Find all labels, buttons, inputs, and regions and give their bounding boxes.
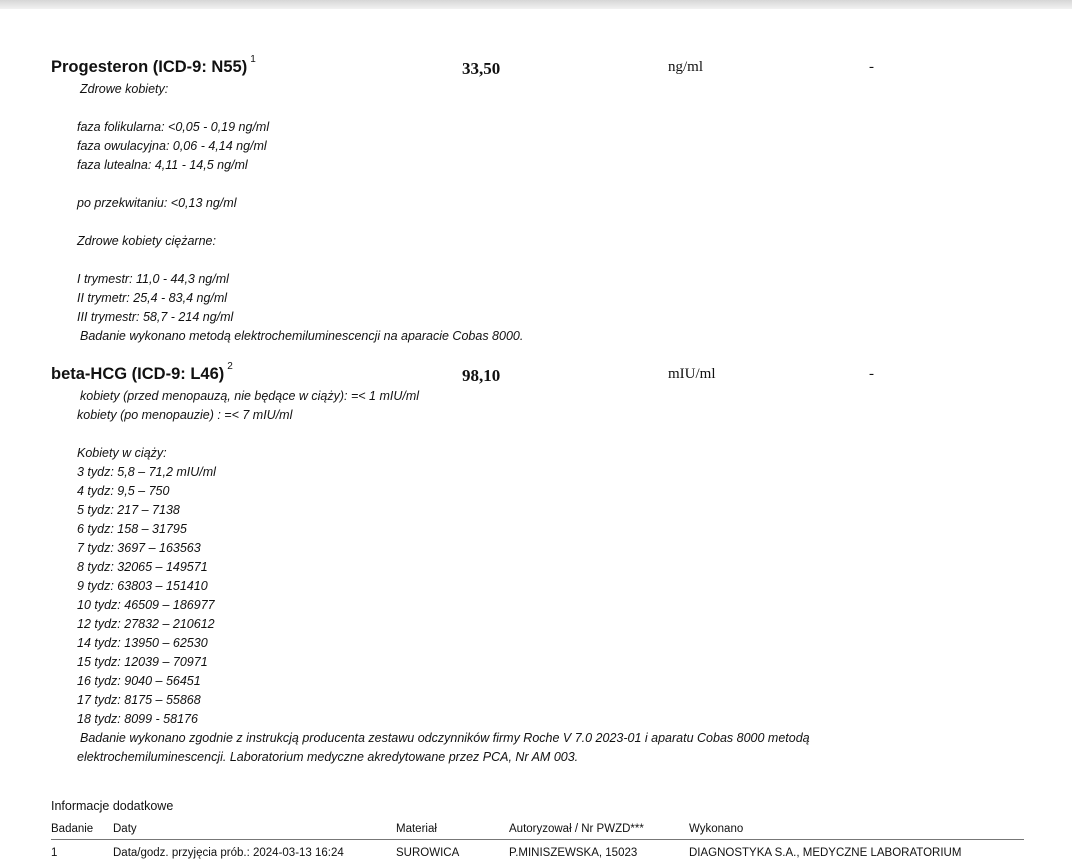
reference-line: 12 tydz: 27832 – 210612 — [77, 617, 215, 631]
reference-line — [77, 99, 1051, 118]
test-value: 98,10 — [462, 366, 501, 385]
table-cell: DIAGNOSTYKA S.A., MEDYCZNE LABORATORIUM — [689, 847, 962, 859]
reference-line: 9 tydz: 63803 – 151410 — [77, 579, 208, 593]
reference-line — [77, 213, 1051, 232]
column-header: Wykonano — [689, 823, 744, 835]
reference-line: 17 tydz: 8175 – 55868 — [77, 693, 201, 707]
reference-line: 15 tydz: 12039 – 70971 — [77, 655, 208, 669]
test-flag: - — [869, 59, 874, 75]
test-result-beta-hcg — [51, 361, 1051, 767]
viewer-top-edge — [0, 0, 1072, 9]
reference-line: Badanie wykonano zgodnie z instrukcją producenta zestawu odczynników firmy Roche V 7.0 2023-01 i aparatu Cobas 8000 metodą — [80, 731, 810, 745]
table-cell: Data/godz. przyjęcia prób.: 2024-03-13 16:24 — [113, 847, 344, 859]
table-cell: 1 — [51, 847, 58, 859]
reference-ranges — [77, 387, 1051, 767]
table-cell: SUROWICA — [396, 847, 460, 859]
test-name: beta-HCG (ICD-9: L46) $^2$ — [51, 361, 233, 383]
column-header: Daty — [113, 823, 137, 835]
reference-line: 14 tydz: 13950 – 62530 — [77, 636, 208, 650]
test-value: 33,50 — [462, 59, 501, 78]
reference-line: 16 tydz: 9040 – 56451 — [77, 674, 201, 688]
reference-line: 4 tydz: 9,5 – 750 — [77, 484, 170, 498]
reference-line: II trymetr: 25,4 - 83,4 ng/ml — [77, 291, 228, 305]
reference-line: III trymestr: 58,7 - 214 ng/ml — [77, 310, 234, 324]
reference-line — [77, 175, 1051, 194]
footnote-marker: 1 — [250, 54, 256, 65]
column-header: Materiał — [396, 823, 437, 835]
reference-line — [77, 251, 1051, 270]
reference-line: Zdrowe kobiety: — [80, 82, 169, 96]
reference-line: faza folikularna: <0,05 - 0,19 ng/ml — [77, 120, 270, 134]
reference-line: faza lutealna: 4,11 - 14,5 ng/ml — [77, 158, 248, 172]
reference-line: elektrochemiluminescencji. Laboratorium medyczne akredytowane przez PCA, Nr AM 003. — [77, 750, 579, 764]
reference-line: 18 tydz: 8099 - 58176 — [77, 712, 198, 726]
reference-line: Badanie wykonano metodą elektrochemiluminescencji na aparacie Cobas 8000. — [80, 329, 524, 343]
reference-line: kobiety (po menopauzie) : =< 7 mIU/ml — [77, 408, 293, 422]
reference-line: 6 tydz: 158 – 31795 — [77, 522, 187, 536]
test-unit: ng/ml — [668, 59, 704, 75]
reference-line — [77, 425, 1051, 444]
reference-line: 3 tydz: 5,8 – 71,2 mIU/ml — [77, 465, 216, 479]
table-header — [51, 821, 1024, 840]
test-name: Progesteron (ICD-9: N55) $^1$ — [51, 54, 256, 76]
table-row — [51, 845, 1024, 863]
reference-line: Kobiety w ciąży: — [77, 446, 167, 460]
test-flag: - — [869, 366, 874, 382]
reference-ranges — [77, 80, 1051, 346]
reference-line: Zdrowe kobiety ciężarne: — [77, 234, 216, 248]
test-result-progesteron — [51, 54, 1051, 346]
reference-line: 10 tydz: 46509 – 186977 — [77, 598, 215, 612]
reference-line: 5 tydz: 217 – 7138 — [77, 503, 180, 517]
column-header: Autoryzował / Nr PWZD*** — [509, 823, 644, 835]
reference-line: 8 tydz: 32065 – 149571 — [77, 560, 208, 574]
footnote-marker: 2 — [227, 361, 233, 372]
reference-line: faza owulacyjna: 0,06 - 4,14 ng/ml — [77, 139, 267, 153]
additional-info-section — [51, 799, 1024, 863]
reference-line: I trymestr: 11,0 - 44,3 ng/ml — [77, 272, 229, 286]
column-header: Badanie — [51, 823, 94, 835]
reference-line: po przekwitaniu: <0,13 ng/ml — [77, 196, 237, 210]
reference-line: kobiety (przed menopauzą, nie będące w ciąży): =< 1 mIU/ml — [80, 389, 420, 403]
table-cell: P.MINISZEWSKA, 15023 — [509, 847, 638, 859]
reference-line: 7 tydz: 3697 – 163563 — [77, 541, 201, 555]
test-unit: mIU/ml — [668, 366, 716, 382]
section-title: Informacje dodatkowe — [51, 799, 174, 813]
